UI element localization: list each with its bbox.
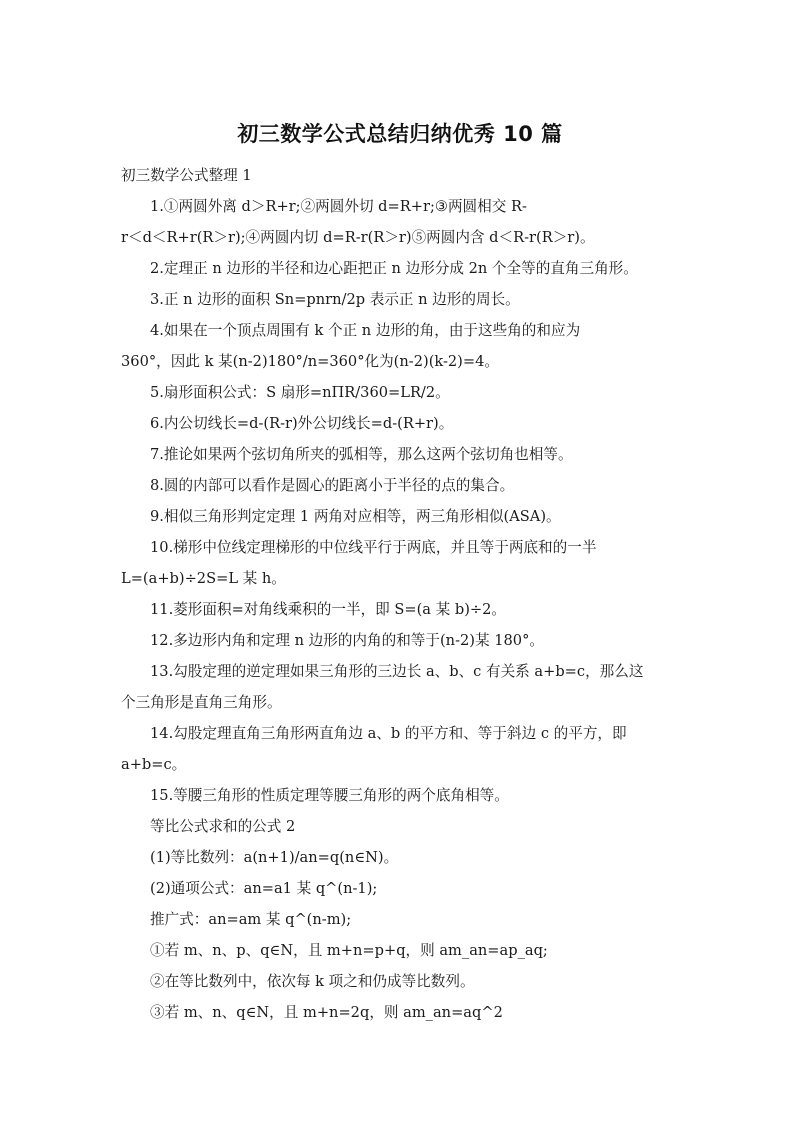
text-line: 360°，因此 k 某(n-2)180°/n=360°化为(n-2)(k-2)=4。 [121,353,499,370]
document-title: 初三数学公式总结归纳优秀 10 篇 [237,122,563,146]
text-line: 8.圆的内部可以看作是圆心的距离小于半径的点的集合。 [150,477,515,494]
text-line: ②在等比数列中，依次每 k 项之和仍成等比数列。 [150,973,475,990]
text-line: L=(a+b)÷2S=L 某 h。 [121,570,286,587]
text-line: 3.正 n 边形的面积 Sn=pnrn/2p 表示正 n 边形的周长。 [150,291,520,308]
text-line: 15.等腰三角形的性质定理等腰三角形的两个底角相等。 [150,787,509,804]
text-line: 初三数学公式整理 1 [121,167,252,184]
text-line: 1.①两圆外离 d＞R+r;②两圆外切 d=R+r;③两圆相交 R- [150,198,527,215]
text-line: 10.梯形中位线定理梯形的中位线平行于两底，并且等于两底和的一半 [150,539,597,556]
text-line: a+b=c。 [121,756,187,773]
text-line: 个三角形是直角三角形。 [121,694,282,711]
text-line: 12.多边形内角和定理 n 边形的内角的和等于(n-2)某 180°。 [150,632,544,649]
text-line: 14.勾股定理直角三角形两直角边 a、b 的平方和、等于斜边 c 的平方，即 [150,725,627,742]
text-line: 11.菱形面积=对角线乘积的一半，即 S=(a 某 b)÷2。 [150,601,507,618]
text-line: 2.定理正 n 边形的半径和边心距把正 n 边形分成 2n 个全等的直角三角形。 [150,260,638,277]
text-line: 7.推论如果两个弦切角所夹的弧相等，那么这两个弦切角也相等。 [150,446,573,463]
text-line: (1)等比数列：a(n+1)/an=q(n∈N)。 [150,849,399,866]
text-line: 5.扇形面积公式：S 扇形=nΠR/360=LR/2。 [150,384,450,401]
text-line: 4.如果在一个顶点周围有 k 个正 n 边形的角，由于这些角的和应为 [150,322,581,339]
text-line: 等比公式求和的公式 2 [150,818,296,835]
text-line: 推广式：an=am 某 q^(n-m); [150,911,352,928]
text-line: 9.相似三角形判定定理 1 两角对应相等，两三角形相似(ASA)。 [150,508,561,525]
text-line: ③若 m、n、q∈N，且 m+n=2q，则 am_an=aq^2 [150,1004,503,1021]
document-body [121,160,681,1028]
text-line: ①若 m、n、p、q∈N，且 m+n=p+q，则 am_an=ap_aq; [150,942,548,959]
text-line: 13.勾股定理的逆定理如果三角形的三边长 a、b、c 有关系 a+b=c，那么这 [150,663,644,680]
text-line: r＜d＜R+r(R＞r);④两圆内切 d=R-r(R＞r)⑤两圆内含 d＜R-r(R＞r)。 [121,229,595,246]
text-line: (2)通项公式：an=a1 某 q^(n-1); [150,880,378,897]
text-line: 6.内公切线长=d-(R-r)外公切线长=d-(R+r)。 [150,415,454,432]
